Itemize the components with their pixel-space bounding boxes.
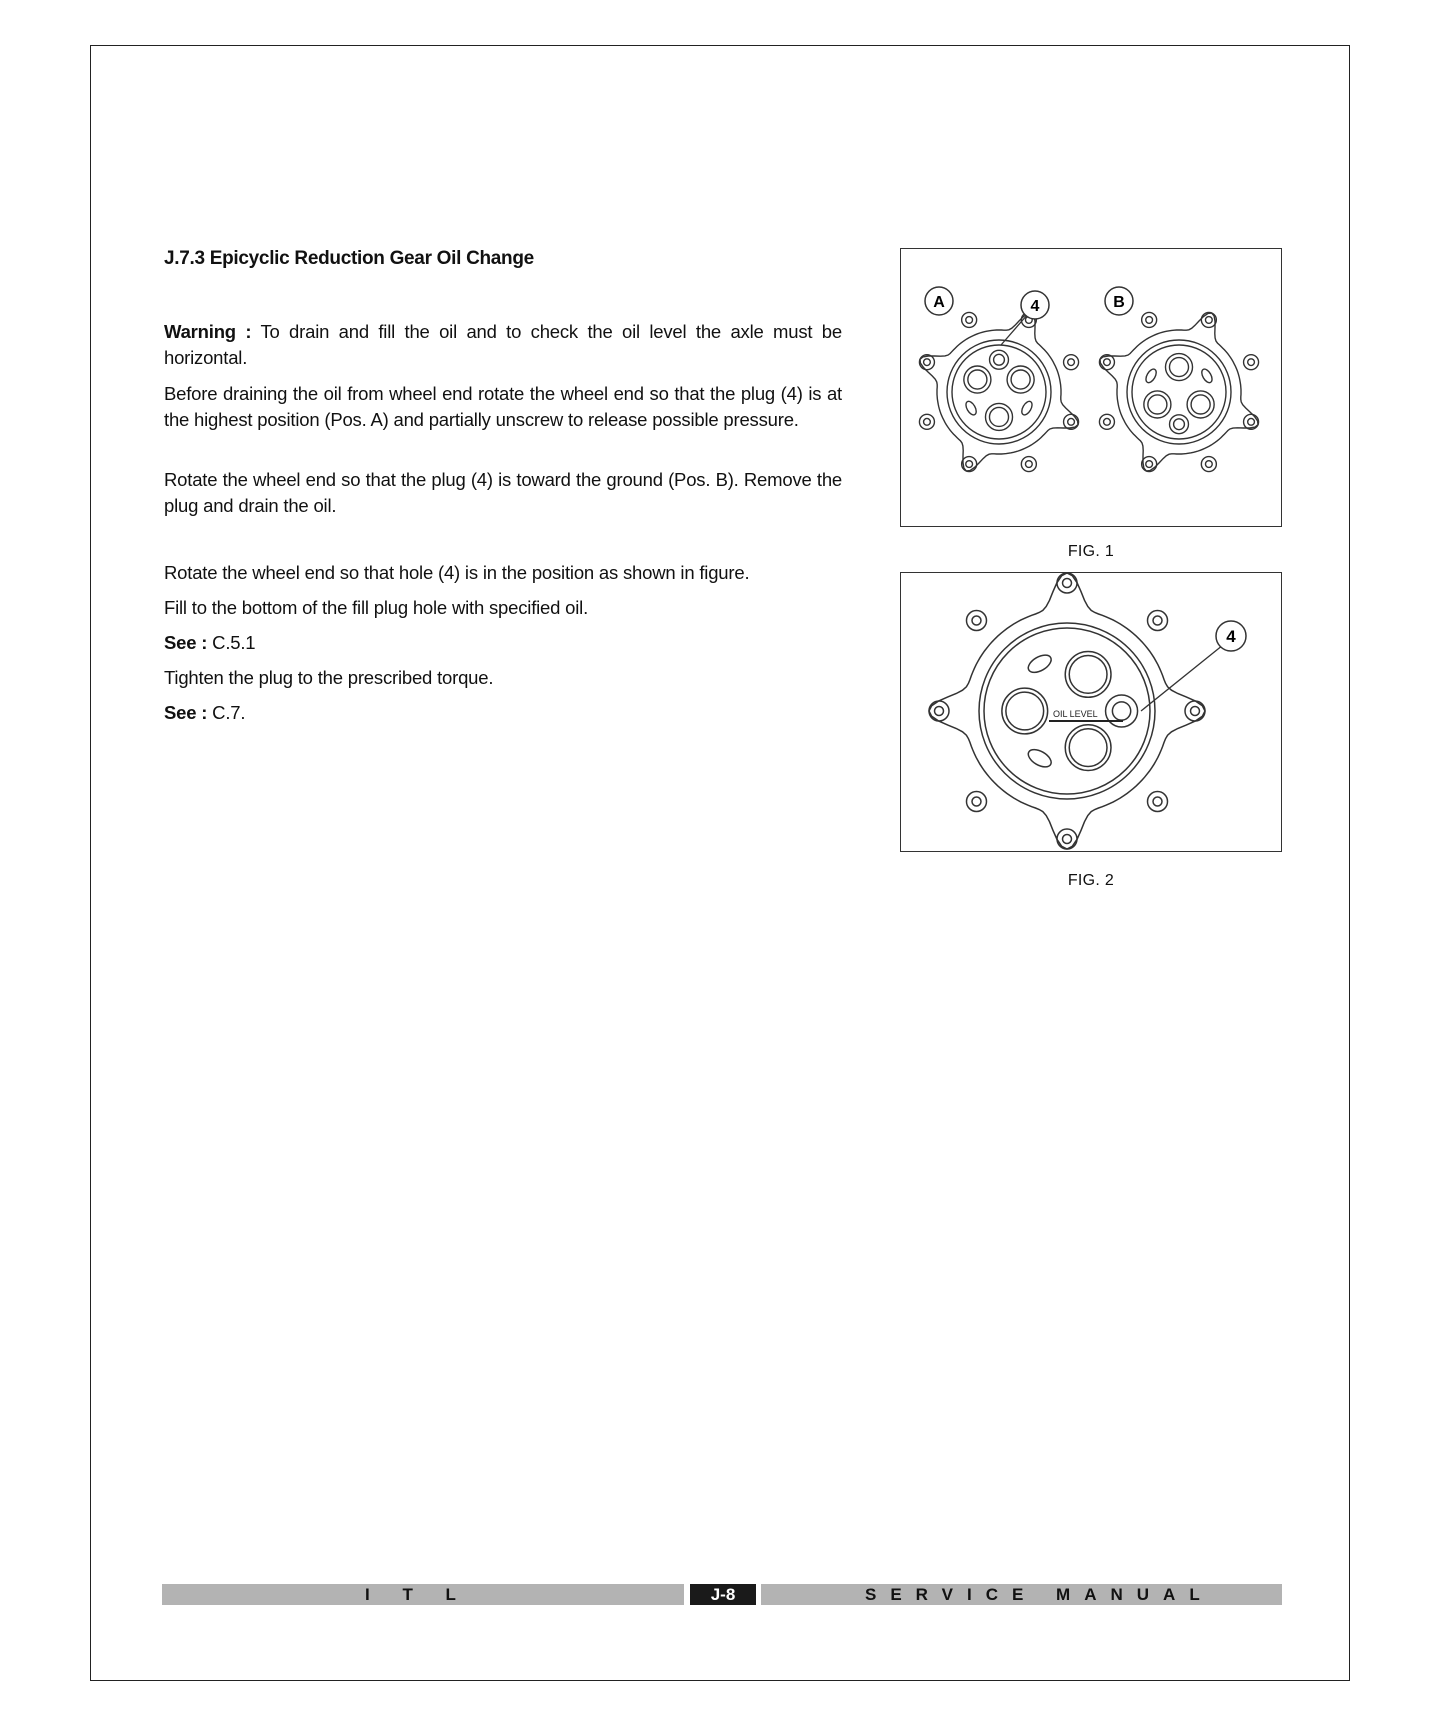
callout-4-fig1 [1001, 291, 1049, 345]
figure-1-caption: FIG. 1 [1067, 543, 1115, 560]
hub-position-a [919, 312, 1078, 471]
reference-link-c51[interactable]: C.5.1 [207, 632, 256, 653]
reference-torque [164, 702, 245, 724]
figure-1-wheel-hubs [901, 249, 1280, 525]
figure-2-wheel-hub [901, 573, 1280, 850]
callout-4-fig2 [1141, 621, 1246, 711]
footer-manual-title: SERVICE MANUAL [865, 1585, 1214, 1604]
warning-text: To drain and fill the oil and to check the oil level the axle must be horizontal. [164, 321, 842, 368]
section-title: J.7.3 Epicyclic Reduction Gear Oil Change [164, 248, 534, 269]
see-label: See : [164, 632, 208, 653]
figure-2-caption: FIG. 2 [1067, 872, 1115, 889]
footer-page-number: J-8 [690, 1584, 756, 1605]
paragraph-drain-oil: Rotate the wheel end so that the plug (4) is toward the ground (Pos. B). Remove the plug and drain the oil. [164, 469, 842, 516]
paragraph-rotate-hole: Rotate the wheel end so that hole (4) is in the position as shown in figure. [164, 562, 750, 583]
label-b-callout [1105, 287, 1133, 315]
svg-text:4: 4 [1030, 298, 1040, 315]
svg-text:OIL LEVEL: OIL LEVEL [1053, 709, 1098, 719]
figure-1-frame [900, 248, 1282, 527]
figure-2-frame [900, 572, 1282, 852]
svg-text:B: B [1113, 294, 1125, 311]
hub-position-b [1099, 312, 1258, 471]
paragraph-drain-instructions: Before draining the oil from wheel end rotate the wheel end so that the plug (4) is at the highest position (Pos. A) and partially unscrew to release possible pressure. [164, 383, 842, 430]
svg-text:4: 4 [1226, 627, 1236, 646]
paragraph-fill-oil: Fill to the bottom of the fill plug hole with specified oil. [164, 597, 589, 618]
warning-label: Warning : [164, 321, 252, 342]
svg-text:A: A [933, 294, 945, 311]
see-label: See : [164, 702, 208, 723]
label-a-callout [925, 287, 953, 315]
footer-left-bar [162, 1584, 684, 1605]
paragraph-tighten-plug: Tighten the plug to the prescribed torque. [164, 667, 494, 688]
footer-right-bar [761, 1584, 1282, 1605]
warning-paragraph [164, 319, 842, 370]
footer-company: I T L [365, 1585, 470, 1604]
reference-oil-spec [164, 632, 255, 654]
reference-link-c7[interactable]: C.7. [207, 702, 246, 723]
